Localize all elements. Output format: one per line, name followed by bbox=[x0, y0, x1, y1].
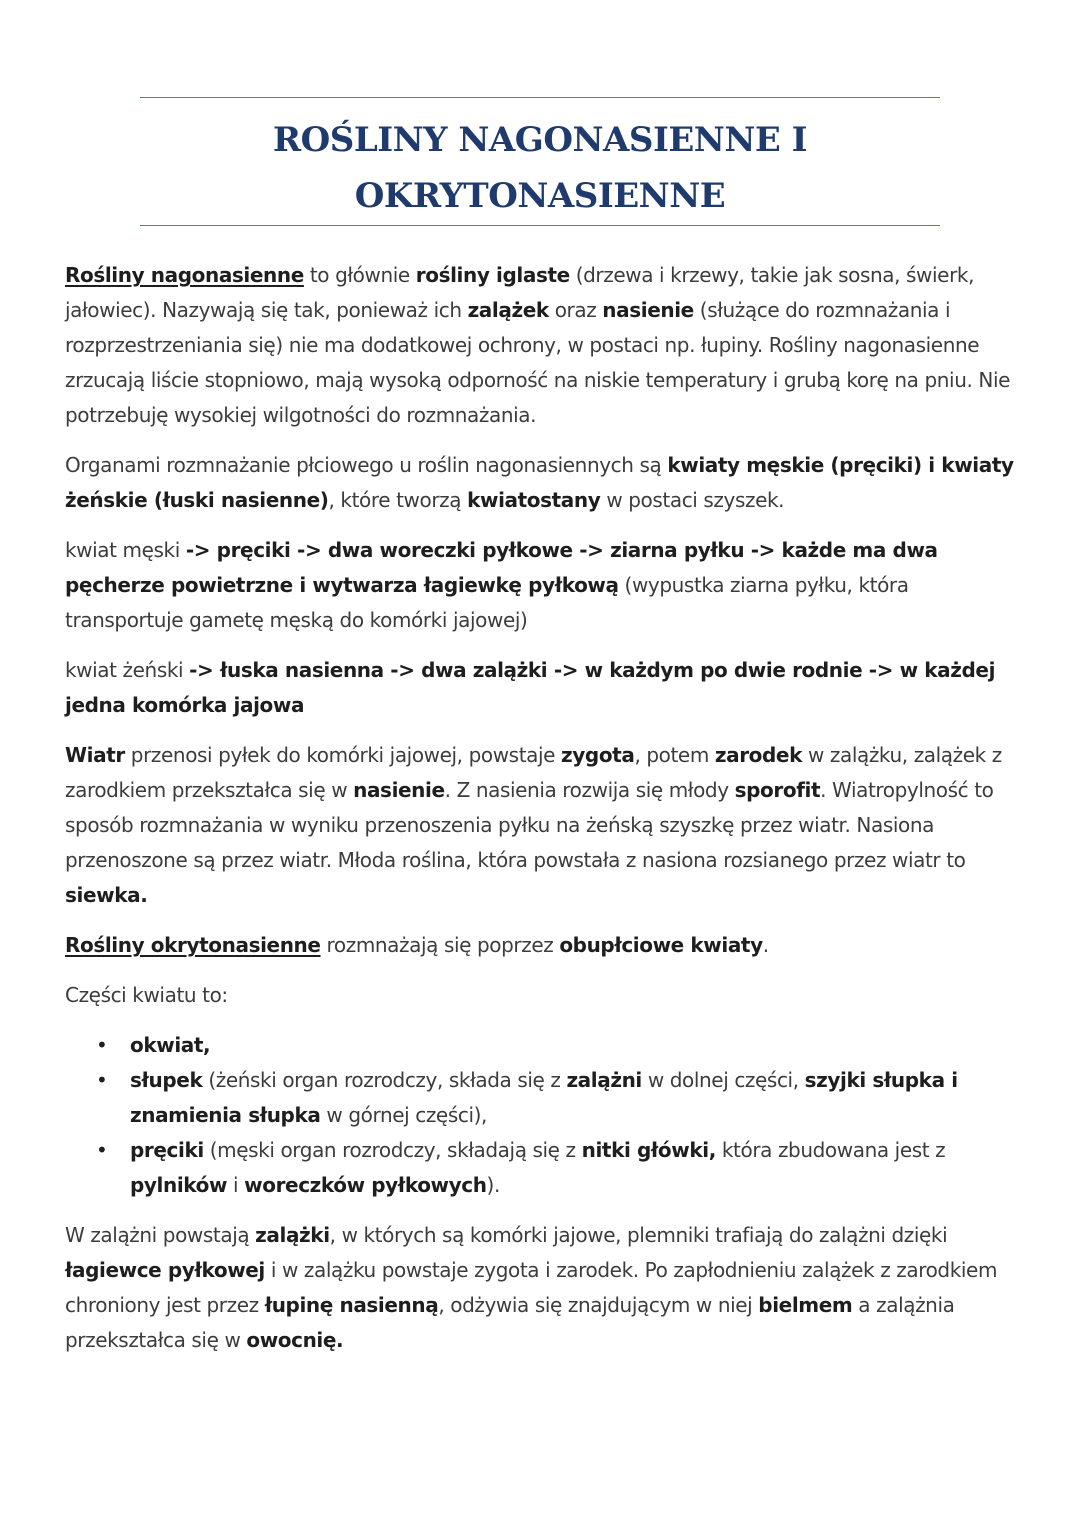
term-style-stigma: szyjki słupka i znamienia słupka bbox=[130, 1068, 958, 1127]
term-zygote: zygota bbox=[561, 743, 635, 767]
term-wind: Wiatr bbox=[65, 743, 125, 767]
paragraph-male-flower bbox=[65, 533, 1025, 638]
text: to głównie bbox=[303, 263, 416, 287]
text: a zalążnia przekształca się w bbox=[65, 1293, 955, 1352]
term-sporophyte: sporofit bbox=[734, 778, 821, 802]
paragraph-wind-pollination bbox=[65, 738, 1025, 913]
text: przenosi pyłek do komórki jajowej, powstaje bbox=[124, 743, 562, 767]
term-seed: nasienie bbox=[353, 778, 445, 802]
text: W zalążni powstają bbox=[65, 1223, 256, 1247]
term-pollen-sacs: woreczków pyłkowych bbox=[244, 1173, 487, 1197]
page-title bbox=[140, 112, 940, 224]
text: w górnej części), bbox=[320, 1103, 487, 1127]
term-endosperm: bielmem bbox=[758, 1293, 853, 1317]
text: w postaci szyszek. bbox=[600, 488, 785, 512]
paragraph-flower-parts-heading: Części kwiatu to: bbox=[65, 983, 228, 1007]
text: rozmnażają się poprzez bbox=[320, 933, 560, 957]
text: kwiat żeński bbox=[65, 658, 190, 682]
flower-parts-list bbox=[65, 1028, 1025, 1203]
text: (służące do rozmnażania i rozprzestrzeniania się) nie ma dodatkowej ochrony, w postaci np. łupiny. Rośliny nagonasienne zrzucają liście stopniowo, mają wysoką odporność na niskie temperatury i grubą korę na pniu. Nie potrzebuję wysokiej wilgotności do rozmnażania. bbox=[65, 298, 1011, 427]
list-item bbox=[130, 1063, 1025, 1133]
term-inflorescences: kwiatostany bbox=[467, 488, 601, 512]
paragraph-fertilization bbox=[65, 1218, 1025, 1358]
title-line-2: OKRYTONASIENNE bbox=[354, 176, 726, 216]
paragraph-gymnosperms-intro bbox=[65, 258, 1025, 433]
text: w zalążku, zalążek z zarodkiem przekształca się w bbox=[65, 743, 1002, 802]
text: , potem bbox=[634, 743, 715, 767]
term-seedling: siewka. bbox=[65, 883, 148, 907]
text: oraz bbox=[548, 298, 603, 322]
paragraph-female-flower bbox=[65, 653, 1025, 723]
term-embryo: zarodek bbox=[714, 743, 802, 767]
document-body bbox=[65, 258, 1025, 1373]
list-item bbox=[130, 1133, 1025, 1203]
text: i bbox=[227, 1173, 245, 1197]
term-conifers: rośliny iglaste bbox=[415, 263, 570, 287]
term-ovary: zalążni bbox=[566, 1068, 642, 1092]
term-stamens: pręciki bbox=[130, 1138, 204, 1162]
term-pericarp: owocnię. bbox=[246, 1328, 344, 1352]
term-flowers: kwiaty męskie (pręciki) i kwiaty żeńskie (łuski nasienne) bbox=[65, 453, 1014, 512]
top-divider bbox=[140, 97, 940, 98]
term-ovule: zalążek bbox=[467, 298, 549, 322]
term-pistil: słupek bbox=[130, 1068, 203, 1092]
text: (męski organ rozrodczy, składają się z bbox=[203, 1138, 582, 1162]
term-gymnosperms: Rośliny nagonasienne bbox=[65, 263, 304, 287]
paragraph-angiosperms bbox=[65, 928, 1025, 963]
title-line-1: ROŚLINY NAGONASIENNE I bbox=[272, 120, 808, 160]
paragraph-reproductive-organs bbox=[65, 448, 1025, 518]
term-seed-coat: łupinę nasienną bbox=[264, 1293, 439, 1317]
text: kwiat męski bbox=[65, 538, 186, 562]
text: , w których są komórki jajowe, plemniki trafiają do zalążni dzięki bbox=[329, 1223, 948, 1247]
text: która zbudowana jest z bbox=[715, 1138, 946, 1162]
term-bisexual-flowers: obupłciowe kwiaty bbox=[559, 933, 763, 957]
term-perianth: okwiat, bbox=[130, 1033, 211, 1057]
text: (wypustka ziarna pyłku, która transportuje gametę męską do komórki jajowej) bbox=[65, 573, 909, 632]
text: ). bbox=[486, 1173, 500, 1197]
term-seed: nasienie bbox=[602, 298, 694, 322]
text: . Z nasienia rozwija się młody bbox=[444, 778, 735, 802]
text: , które tworzą bbox=[328, 488, 468, 512]
term-pollen-tube: łagiewce pyłkowej bbox=[65, 1258, 265, 1282]
male-flower-chain: -> pręciki -> dwa woreczki pyłkowe -> ziarna pyłku -> każde ma dwa pęcherze powietrzne i wytwarza łagiewkę pyłkową bbox=[65, 538, 938, 597]
text: (żeński organ rozrodczy, składa się z bbox=[202, 1068, 567, 1092]
term-ovules: zalążki bbox=[255, 1223, 330, 1247]
female-flower-chain: -> łuska nasienna -> dwa zalążki -> w każdym po dwie rodnie -> w każdej jedna komórka jajowa bbox=[65, 658, 996, 717]
text: , odżywia się znajdującym w niej bbox=[438, 1293, 759, 1317]
bottom-divider bbox=[140, 225, 940, 226]
text: . bbox=[762, 933, 769, 957]
term-filament-head: nitki główki, bbox=[581, 1138, 716, 1162]
text: . Wiatropylność to sposób rozmnażania w wyniku przenoszenia pyłku na żeńską szyszkę przez wiatr. Nasiona przenoszone są przez wiatr. Młoda roślina, która powstała z nasiona rozsianego przez wiatr to bbox=[65, 778, 994, 872]
term-angiosperms: Rośliny okrytonasienne bbox=[65, 933, 321, 957]
list-item bbox=[130, 1028, 1025, 1063]
text: Organami rozmnażanie płciowego u roślin nagonasiennych są bbox=[65, 453, 668, 477]
text: i w zalążku powstaje zygota i zarodek. Po zapłodnieniu zalążek z zarodkiem chroniony jest przez bbox=[65, 1258, 998, 1317]
text: (drzewa i krzewy, takie jak sosna, świerk, jałowiec). Nazywają się tak, ponieważ ich bbox=[65, 263, 975, 322]
term-anthers: pylników bbox=[130, 1173, 228, 1197]
text: w dolnej części, bbox=[641, 1068, 805, 1092]
